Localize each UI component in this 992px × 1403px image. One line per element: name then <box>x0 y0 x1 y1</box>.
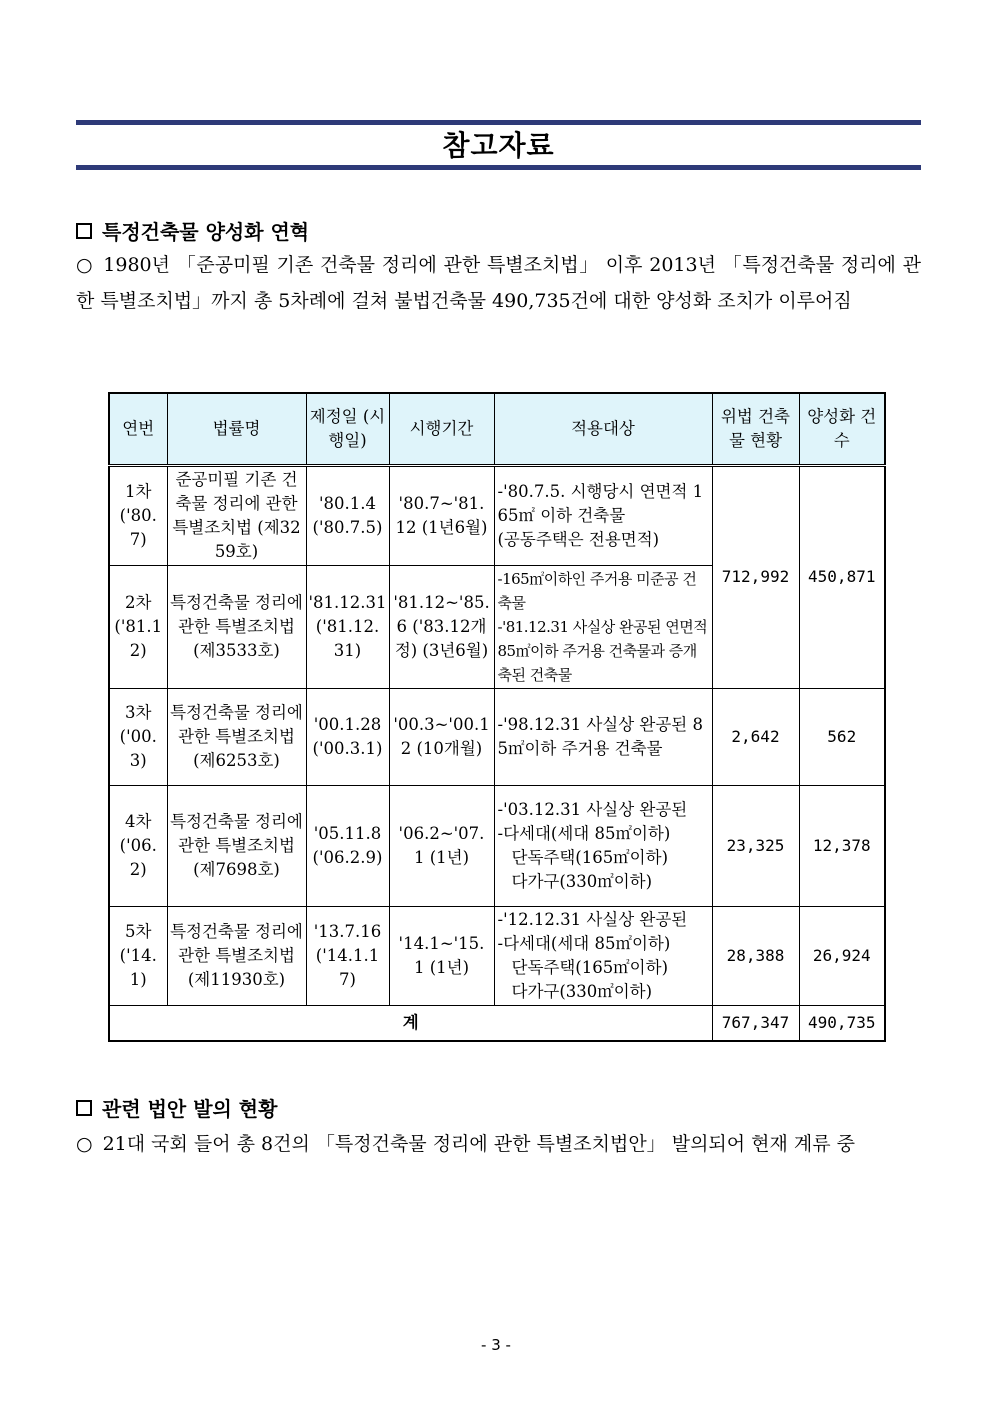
section-heading-bills <box>76 1093 277 1122</box>
cell-law: 특정건축물 정리에 관한 특별조치법 (제3533호) <box>167 565 306 688</box>
cell-round: 3차 ('00. 3) <box>109 688 167 785</box>
cell-target <box>494 465 712 565</box>
header-law: 법률명 <box>167 393 306 465</box>
target-line: (공동주택은 전용면적) <box>497 529 660 549</box>
target-line: -다세대(세대 85㎡이하) <box>497 933 671 953</box>
circle-bullet-icon: ○ <box>76 1133 93 1155</box>
cell-date: '80.1.4 ('80.7.5) <box>306 465 389 565</box>
target-line: -'03.12.31 사실상 완공된 <box>497 799 688 819</box>
total-label: 계 <box>109 1005 712 1041</box>
target-line: -'80.7.5. 시행당시 연면적 165㎡ 이하 건축물 <box>497 481 704 525</box>
header-violations: 위법 건축물 현황 <box>712 393 799 465</box>
cell-violations: 23,325 <box>712 785 799 906</box>
section-heading-history <box>76 216 309 245</box>
target-line: 단독주택(165㎡이하) <box>511 957 669 977</box>
legalization-history-table <box>108 392 886 1042</box>
cell-period: '80.7~'81. 12 (1년6월) <box>389 465 494 565</box>
header-period: 시행기간 <box>389 393 494 465</box>
cell-law: 특정건축물 정리에 관한 특별조치법 (제7698호) <box>167 785 306 906</box>
page-title: 참고자료 <box>442 129 555 162</box>
history-paragraph <box>76 247 921 319</box>
circle-bullet-icon: ○ <box>76 254 94 276</box>
cell-law: 특정건축물 정리에 관한 특별조치법 (제6253호) <box>167 688 306 785</box>
cell-round: 1차 ('80. 7) <box>109 465 167 565</box>
cell-period: '81.12~'85. 6 ('83.12개정) (3년6월) <box>389 565 494 688</box>
cell-legalized: 12,378 <box>799 785 885 906</box>
table-row <box>109 785 885 906</box>
cell-period: '06.2~'07. 1 (1년) <box>389 785 494 906</box>
cell-target <box>494 906 712 1005</box>
cell-period: '00.3~'00.12 (10개월) <box>389 688 494 785</box>
cell-target <box>494 565 712 688</box>
total-violations: 767,347 <box>712 1005 799 1041</box>
cell-legalized: 562 <box>799 688 885 785</box>
title-rule-bottom <box>76 165 921 170</box>
total-legalized: 490,735 <box>799 1005 885 1041</box>
checkbox-square-icon <box>76 223 92 239</box>
table-row <box>109 906 885 1005</box>
table-row <box>109 688 885 785</box>
target-line: -다세대(세대 85㎡이하) <box>497 823 671 843</box>
target-line: -'12.12.31 사실상 완공된 <box>497 909 688 929</box>
header-legalized: 양성화 건수 <box>799 393 885 465</box>
cell-target <box>494 688 712 785</box>
target-line: -'81.12.31 사실상 완공된 연면적 85㎡이하 주거용 건축물과 증개축된 건축물 <box>497 617 708 684</box>
cell-legalized: 26,924 <box>799 906 885 1005</box>
header-date: 제정일 (시행일) <box>306 393 389 465</box>
section-heading-bills-text: 관련 법안 발의 현황 <box>102 1097 278 1121</box>
page-number: - 3 - <box>481 1336 511 1354</box>
total-row <box>109 1005 885 1041</box>
cell-legalized: 450,871 <box>799 465 885 688</box>
bills-text: 21대 국회 들어 총 8건의 「특정건축물 정리에 관한 특별조치법안」 발의되어 현재 계류 중 <box>102 1133 856 1155</box>
cell-target <box>494 785 712 906</box>
target-line: 다가구(330㎡이하) <box>511 871 653 891</box>
checkbox-square-icon <box>76 1100 92 1116</box>
cell-violations: 712,992 <box>712 465 799 688</box>
target-line: -'98.12.31 사실상 완공된 85㎡이하 주거용 건축물 <box>497 714 703 758</box>
cell-round: 2차 ('81.12) <box>109 565 167 688</box>
cell-law: 특정건축물 정리에 관한 특별조치법 (제11930호) <box>167 906 306 1005</box>
table-row <box>109 465 885 565</box>
cell-violations: 28,388 <box>712 906 799 1005</box>
target-line: 다가구(330㎡이하) <box>511 981 653 1001</box>
target-line: -165㎡이하인 주거용 미준공 건축물 <box>497 569 697 612</box>
header-round: 연번 <box>109 393 167 465</box>
cell-period: '14.1~'15. 1 (1년) <box>389 906 494 1005</box>
cell-round: 5차 ('14. 1) <box>109 906 167 1005</box>
header-target: 적용대상 <box>494 393 712 465</box>
cell-date: '05.11.8 ('06.2.9) <box>306 785 389 906</box>
cell-date: '13.7.16 ('14.1.17) <box>306 906 389 1005</box>
cell-date: '81.12.31 ('81.12. 31) <box>306 565 389 688</box>
cell-law: 준공미필 기존 건축물 정리에 관한 특별조치법 (제3259호) <box>167 465 306 565</box>
cell-round: 4차 ('06. 2) <box>109 785 167 906</box>
history-text: 1980년 「준공미필 기존 건축물 정리에 관한 특별조치법」 이후 2013년 「특정건축물 정리에 관한 특별조치법」까지 총 5차례에 걸쳐 불법건축물 490,735건에 대한 양성화 조치가 이루어짐 <box>76 254 921 312</box>
bills-paragraph <box>76 1126 921 1162</box>
cell-date: '00.1.28 ('00.3.1) <box>306 688 389 785</box>
section-heading-history-text: 특정건축물 양성화 연혁 <box>102 220 310 244</box>
target-line: 단독주택(165㎡이하) <box>511 847 669 867</box>
cell-violations: 2,642 <box>712 688 799 785</box>
